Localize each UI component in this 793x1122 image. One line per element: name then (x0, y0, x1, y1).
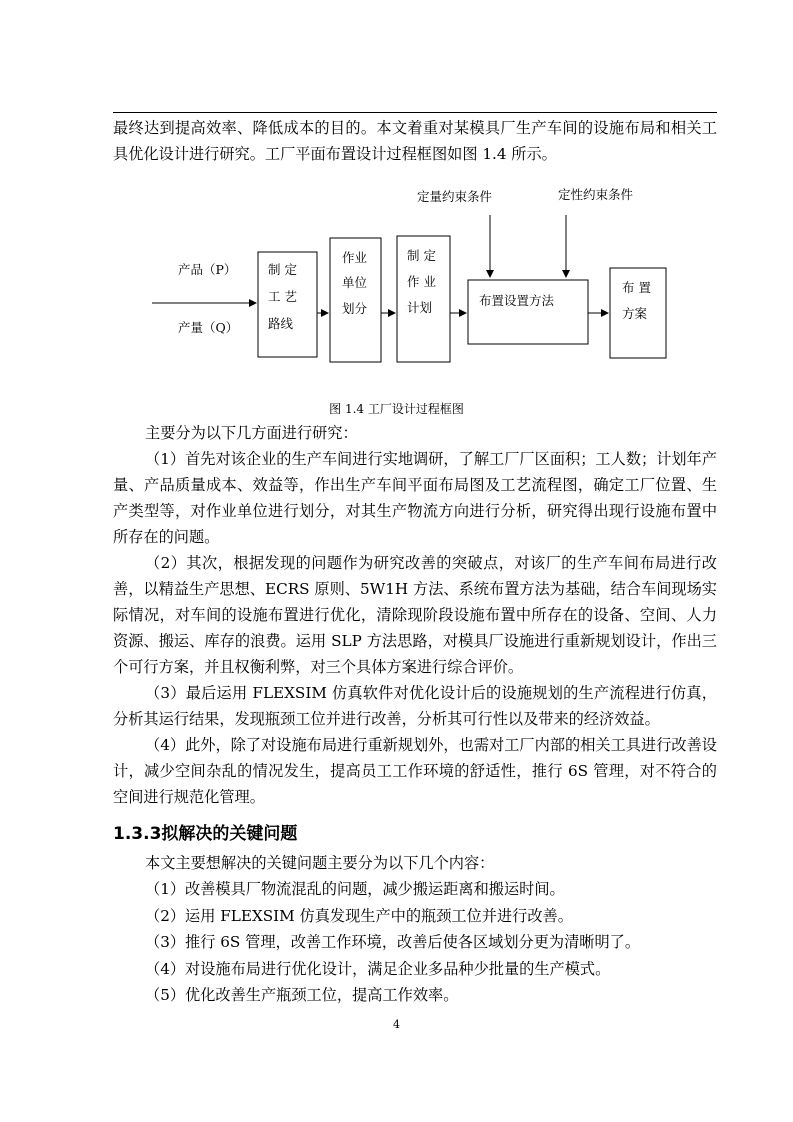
box2-line3: 划分 (342, 301, 368, 316)
box5-line2: 方案 (622, 306, 648, 321)
lead-text-2: 本文主要想解决的关键问题主要分为以下几个内容： (145, 854, 495, 872)
list-item: （5）优化改善生产瓶颈工位，提高工作效率。 (145, 986, 459, 1004)
box5-line1: 布 置 (622, 280, 651, 295)
intro-paragraph: 最终达到提高效率、降低成本的目的。本文着重对某模具厂生产车间的设施布局和相关工具优化设计进行研究。工厂平面布置设计过程框图如图 1.4 所示。 (113, 119, 717, 163)
list-item: （1）改善模具厂物流混乱的问题，减少搬运距离和搬运时间。 (145, 880, 565, 898)
paragraph-2: （2）其次，根据发现的问题作为研究改善的突破点，对该厂的生产车间布局进行改善，以精益生产思想、ECRS 原则、5W1H 方法、系统布置方法为基础，结合车间现场实际情况，对车间的设施布置进行优化，清除现阶段设施布置中所存在的设备、空间、人力资源、搬运、库存的浪费。运用 SLP 方法思路，对模具厂设施进行重新规划设计，作出三个可行方案，并且权衡利弊，对三个具体方案进行综合评价。 (113, 554, 717, 676)
figure-caption: 图 1.4 工厂设计过程框图 (329, 402, 464, 416)
box4-label: 布置设置方法 (479, 293, 555, 308)
box2-line2: 单位 (342, 275, 368, 290)
box2-line1: 作业 (342, 250, 368, 265)
box3-line1: 制 定 (407, 248, 436, 263)
box1-line2: 工 艺 (268, 289, 297, 304)
box1-line1: 制 定 (268, 262, 297, 277)
input-p-label: 产品（P） (178, 262, 237, 277)
box-layout-method (468, 280, 588, 344)
paragraph-4: （4）此外，除了对设施布局进行重新规划外，也需对工厂内部的相关工具进行改善设计，减少空间杂乱的情况发生，提高员工工作环境的舒适性，推行 6S 管理，对不符合的空间进行规范化管理。 (113, 736, 717, 806)
input-q-label: 产量（Q） (178, 320, 239, 335)
flow-diagram (0, 0, 793, 400)
section-heading: 1.3.3拟解决的关键问题 (113, 824, 298, 844)
quant-constraint-label: 定量约束条件 (417, 189, 493, 204)
list-item: （3）推行 6S 管理，改善工作环境，改善后使各区域划分更为清晰明了。 (145, 933, 641, 951)
page-number: 4 (393, 1018, 400, 1031)
box3-line3: 计划 (407, 300, 433, 315)
box3-line2: 作 业 (407, 274, 436, 289)
paragraph-1: （1）首先对该企业的生产车间进行实地调研，了解工厂厂区面积；工人数；计划年产量、产品质量成本、效益等，作出生产车间平面布局图及工艺流程图，确定工厂位置、生产类型等，对作业单位进行划分，对其生产物流方向进行分析，研究得出现行设施布置中所存在的问题。 (113, 450, 717, 546)
list-item: （4）对设施布局进行优化设计，满足企业多品种少批量的生产模式。 (145, 960, 611, 978)
qual-constraint-label: 定性约束条件 (558, 187, 634, 202)
lead-text: 主要分为以下几方面进行研究： (145, 424, 358, 442)
paragraph-3: （3）最后运用 FLEXSIM 仿真软件对优化设计后的设施规划的生产流程进行仿真，分析其运行结果，发现瓶颈工位并进行改善，分析其可行性以及带来的经济效益。 (113, 684, 717, 728)
box1-line3: 路线 (268, 316, 294, 331)
list-item: （2）运用 FLEXSIM 仿真发现生产中的瓶颈工位并进行改善。 (145, 907, 573, 925)
